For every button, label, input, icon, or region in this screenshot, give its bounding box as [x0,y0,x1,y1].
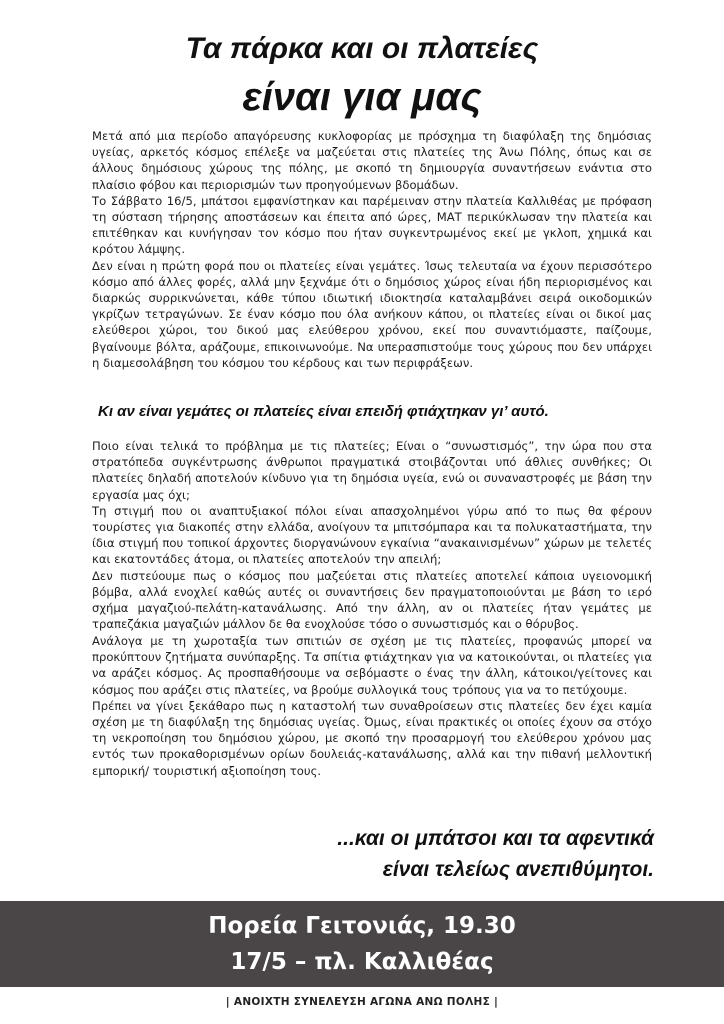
event-time: Πορεία Γειτονιάς, 19.30 [208,913,516,939]
title-line-2: είναι για μας [242,75,482,119]
title-line-1: Τα πάρκα και οι πλατείες [185,32,539,65]
paragraph: Ανάλογα με τη χωροταξία των σπιτιών σε σχέση με τις πλατείες, προφανώς μπορεί να προκύπτουν ζητήματα συνύπαρξης. Τα σπίτια φτιάχτηκαν για να κατοικούνται, οι πλατείες για να αράζει κόσμος. Ας προσπαθήσουμε να σεβόμαστε ο ένας την άλλη, κάτοικοι/γείτονες και κόσμος που αράζει στις πλατείες, να βρούμε συλλογικά τους τρόπους για να το πετύχουμε. [92,634,652,697]
organization-signature: | ΑΝΟΙΧΤΗ ΣΥΝΕΛΕΥΣΗ ΑΓΩΝΑ ΑΝΩ ΠΟΛΗΣ | [225,996,499,1008]
questions-section [92,438,652,632]
coexistence-section [92,633,652,779]
paragraph: Τη στιγμή που οι αναπτυξιακοί πόλοι είναι απασχολημένοι γύρω από το πως θα φέρουν τουρίστες για διακοπές στην ελλάδα, ανοίγουν τα μπιτσόμπαρα και τα πολυκαταστήματα, την ίδια στιγμή που τοπικοί άρχοντες διοργανώνουν εγκαίνια “ανακαινισμένων” χώρων με τελετές και εκατοντάδες άτομα, οι πλατείες αποτελούν την απειλή; [92,503,652,567]
paragraph: Ποιο είναι τελικά το πρόβλημα με τις πλατείες; Είναι ο “συνωστισμός”, την ώρα που στα στρατόπεδα συγκέντρωσης άνθρωποι πραγματικά στοιβάζονται υπό άθλιες συνθήκες; Οι πλατείες δηλαδή αποτελούν κίνδυνο για τη δημόσια υγεία, ενώ οι συναναστροφές με βάση την εργασία μας όχι; [92,439,652,502]
paragraph: Δεν είναι η πρώτη φορά που οι πλατείες είναι γεμάτες. Ίσως τελευταία να έχουν περισσότερο κόσμο από άλλες φορές, αλλά μην ξεχνάμε ότι ο δημόσιος χώρος είναι ήδη περιορισμένος και διαρκώς συρρικνώνεται, κάθε τύπου ιδιωτική ιδιοκτησία καταλαμβάνει σειρά οικοδομικών γκρίζων τετραγώνων. Σε έναν κόσμο που όλα ανήκουν κάπου, οι πλατείες είναι οι δικοί μας ελεύθεροι χώροι, του δικού μας ελεύθερου χρόνου, εκεί που συναντιόμαστε, παίζουμε, βγαίνουμε βόλτα, αράζουμε, επικοινωνούμε. Να υπερασπιστούμε τους χώρους που δεν υπάρχει η διαμεσολάβηση του κόσμου του κέρδους και των περιφράξεων. [92,258,652,370]
paragraph: Πρέπει να γίνει ξεκάθαρο πως η καταστολή των συναθροίσεων στις πλατείες δεν έχει καμία σχέση με τη διαφύλαξη της δημόσιας υγείας. Όμως, είναι πρακτικές οι οποίες έχουν σα στόχο τη νεκροποίηση του δημόσιου χώρου, με σκοπό την προσαρμογή του ελεύθερου χρόνου μας εντός των προκαθορισμένων ορίων δουλειάς-κατανάλωσης, αλλά και την πιθανή μελλοντική εμπορική/ τουριστική αξιοποίηση τους. [92,698,652,778]
closing-line-2: είναι τελείως ανεπιθύμητοι. [382,858,654,881]
closing-line-1: ...και οι μπάτσοι και τα αφεντικά [337,827,654,850]
subheading: Κι αν είναι γεμάτες οι πλατείες είναι επειδή φτιάχτηκαν γι’ αυτό. [98,403,549,420]
event-banner [0,901,724,987]
paragraph: Μετά από μια περίοδο απαγόρευσης κυκλοφορίας με πρόσχημα τη διαφύλαξη της δημόσιας υγείας, αρκετός κόσμος επέλεξε να μαζεύεται στις πλατείες της Άνω Πόλης, όπως και σε άλλους δημόσιους χώρους της πόλης, με σκοπό τη δημιουργία συναντήσεων ενάντια στο πλαίσιο φόβου και περιορισμών των προηγούμενων βδομάδων. [92,129,652,192]
event-date-place: 17/5 – πλ. Καλλιθέας [230,949,494,975]
paragraph: Το Σάββατο 16/5, μπάτσοι εμφανίστηκαν και παρέμειναν στην πλατεία Καλλιθέας με πρόφαση τη σύσταση τήρησης αποστάσεων και έπειτα από ώρες, ΜΑΤ περικύκλωσαν την πλατεία και επιτέθηκαν και κυνήγησαν τον κόσμο που ήταν συγκεντρωμένος εκεί με γκλοπ, χημικά και κρότου λάμψης. [92,193,652,257]
intro-section [92,128,652,371]
paragraph: Δεν πιστεύουμε πως ο κόσμος που μαζεύεται στις πλατείες αποτελεί κάποια υγειονομική βόμβα, αλλά ενοχλεί καθώς αυτές οι συναντήσεις δεν πραγματοποιούνται με βάση το ιερό σχήμα μαγαζιού-πελάτη-κατανάλωσης. Από την άλλη, αν οι πλατείες ήταν γεμάτες με τραπεζάκια μαγαζιών μάλλον δε θα ενοχλούσε τόσο ο συνωστισμός και ο θόρυβος. [92,568,652,632]
